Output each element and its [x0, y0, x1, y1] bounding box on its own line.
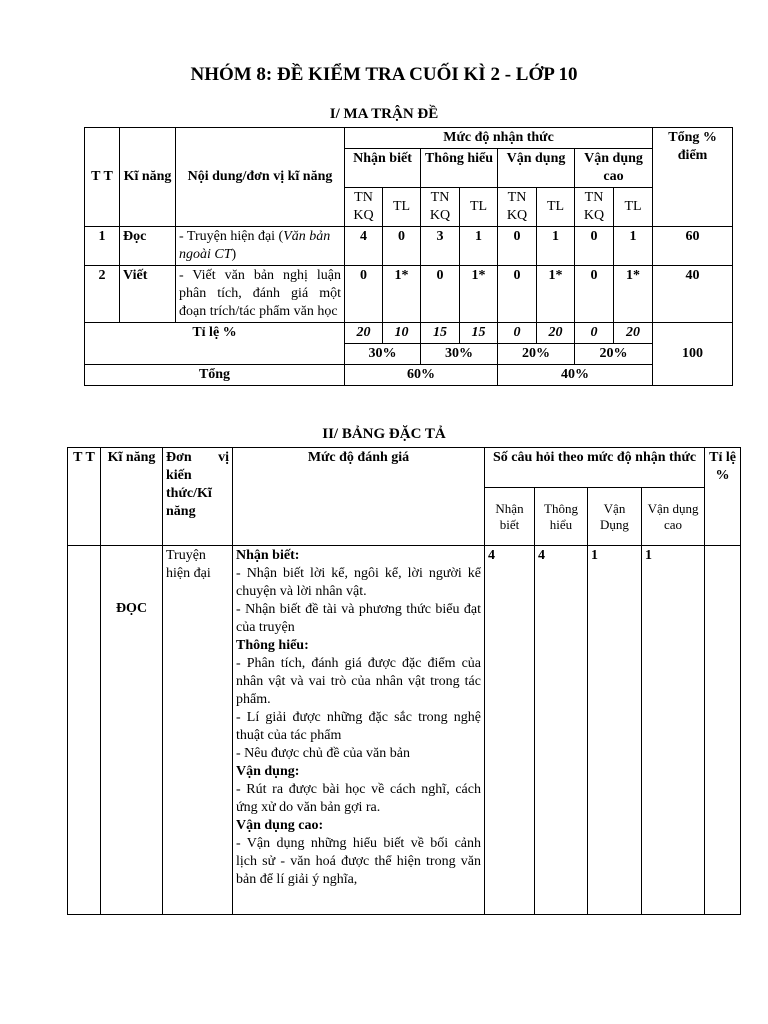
spec-count: 4: [535, 546, 588, 915]
spec-header-unit: Đơn vị kiến thức/Kĩ năng: [163, 448, 233, 546]
ratio-value: 10: [383, 323, 421, 344]
spec-row-tt: [68, 546, 101, 915]
criterion: - Nhận biết lời kể, ngôi kể, lời người kể chuyện và lời nhân vật.: [236, 566, 481, 599]
matrix-header-total: Tổng % điểm: [653, 128, 733, 227]
ratio-value: 20: [537, 323, 575, 344]
criterion: - Phân tích, đánh giá được đặc điểm của nhân vật và vai trò của nhân vật trong tác phẩm.: [236, 656, 481, 707]
row-tt: 2: [85, 266, 120, 323]
row-value: 1: [460, 227, 498, 266]
spec-row-ratio: [705, 546, 741, 915]
spec-count: 1: [588, 546, 642, 915]
sub-tl: TL: [537, 188, 575, 227]
row-tt: 1: [85, 227, 120, 266]
level-recognize-title: Nhận biết:: [236, 548, 300, 563]
matrix-header-level: Mức độ nhận thức: [345, 128, 653, 149]
level-apply-title: Vận dụng:: [236, 764, 300, 779]
level-understand: Thông hiểu: [421, 149, 498, 188]
level-percent: 30%: [345, 344, 421, 365]
ratio-value: 20: [345, 323, 383, 344]
criterion: - Rút ra được bài học về cách nghĩ, cách ứng xử do văn bản gợi ra.: [236, 782, 481, 815]
ratio-label: Tỉ lệ %: [85, 323, 345, 365]
row-value: 0: [345, 266, 383, 323]
sub-tnkq: TN KQ: [498, 188, 537, 227]
row-value: 1: [614, 227, 653, 266]
spec-header-ratio: Tỉ lệ %: [705, 448, 741, 546]
row-skill: Đọc: [120, 227, 176, 266]
row-value: 0: [383, 227, 421, 266]
row-value: 1*: [460, 266, 498, 323]
sub-tnkq: TN KQ: [345, 188, 383, 227]
row-content: - Truyện hiện đại (Văn bản ngoài CT): [176, 227, 345, 266]
spec-table: [67, 447, 741, 915]
matrix-heading: I/ MA TRẬN ĐỀ: [329, 106, 439, 122]
grand-total: 100: [653, 323, 733, 386]
row-value: 0: [498, 266, 537, 323]
row-value: 0: [421, 266, 460, 323]
level-understand-title: Thông hiểu:: [236, 638, 309, 653]
ratio-value: 20: [614, 323, 653, 344]
spec-heading: II/ BẢNG ĐẶC TẢ: [322, 426, 446, 442]
matrix-header-content: Nội dung/đơn vị kĩ năng: [176, 128, 345, 227]
row-value: 1*: [614, 266, 653, 323]
row-skill: Viết: [120, 266, 176, 323]
row-content: - Viết văn bản nghị luận phân tích, đánh giá một đoạn trích/tác phẩm văn học: [176, 266, 345, 323]
sub-tnkq: TN KQ: [421, 188, 460, 227]
spec-row-unit: Truyện hiện đại: [163, 546, 233, 915]
total-label: Tổng: [85, 365, 345, 386]
ratio-value: 0: [575, 323, 614, 344]
row-value: 0: [575, 266, 614, 323]
row-value: 0: [498, 227, 537, 266]
sub-tnkq: TN KQ: [575, 188, 614, 227]
matrix-header-skill: Kĩ năng: [120, 128, 176, 227]
criterion: - Nêu được chủ đề của văn bản: [236, 746, 410, 761]
ratio-value: 15: [460, 323, 498, 344]
page-title: NHÓM 8: ĐỀ KIỂM TRA CUỐI KÌ 2 - LỚP 10: [190, 64, 578, 85]
spec-count: 4: [485, 546, 535, 915]
matrix-header-tt: T T: [85, 128, 120, 227]
spec-sub-apply-high: Vận dụng cao: [642, 488, 705, 546]
level-percent: 30%: [421, 344, 498, 365]
sub-tl: TL: [383, 188, 421, 227]
ratio-value: 15: [421, 323, 460, 344]
ratio-value: 0: [498, 323, 537, 344]
spec-sub-apply: Vận Dụng: [588, 488, 642, 546]
sub-tl: TL: [460, 188, 498, 227]
spec-header-skill: Kĩ năng: [101, 448, 163, 546]
criterion: - Lí giải được những đặc sắc trong nghệ thuật của tác phẩm: [236, 710, 481, 743]
level-apply-high: Vận dụng cao: [575, 149, 653, 188]
sub-tl: TL: [614, 188, 653, 227]
row-total: 40: [653, 266, 733, 323]
level-recognize: Nhận biết: [345, 149, 421, 188]
level-percent: 20%: [575, 344, 653, 365]
spec-row-assessment: [233, 546, 485, 915]
total-percent: 60%: [345, 365, 498, 386]
row-value: 1*: [383, 266, 421, 323]
spec-sub-understand: Thông hiểu: [535, 488, 588, 546]
level-apply-high-title: Vận dụng cao:: [236, 818, 324, 833]
level-apply: Vận dụng: [498, 149, 575, 188]
spec-count: 1: [642, 546, 705, 915]
matrix-table: [84, 127, 733, 386]
row-value: 0: [575, 227, 614, 266]
spec-sub-recognize: Nhận biết: [485, 488, 535, 546]
row-value: 1: [537, 227, 575, 266]
row-total: 60: [653, 227, 733, 266]
row-value: 3: [421, 227, 460, 266]
row-value: 1*: [537, 266, 575, 323]
level-percent: 20%: [498, 344, 575, 365]
spec-header-assessment: Mức độ đánh giá: [233, 448, 485, 546]
row-value: 4: [345, 227, 383, 266]
criterion: - Vận dụng những hiểu biết về bối cảnh lịch sử - văn hoá được thể hiện trong văn bản để lí giải ý nghĩa,: [236, 836, 481, 887]
spec-header-tt: T T: [68, 448, 101, 546]
total-percent: 40%: [498, 365, 653, 386]
criterion: - Nhận biết đề tài và phương thức biểu đạt của truyện: [236, 602, 481, 635]
spec-row-skill: ĐỌC: [101, 546, 163, 915]
spec-header-questions: Số câu hỏi theo mức độ nhận thức: [485, 448, 705, 488]
